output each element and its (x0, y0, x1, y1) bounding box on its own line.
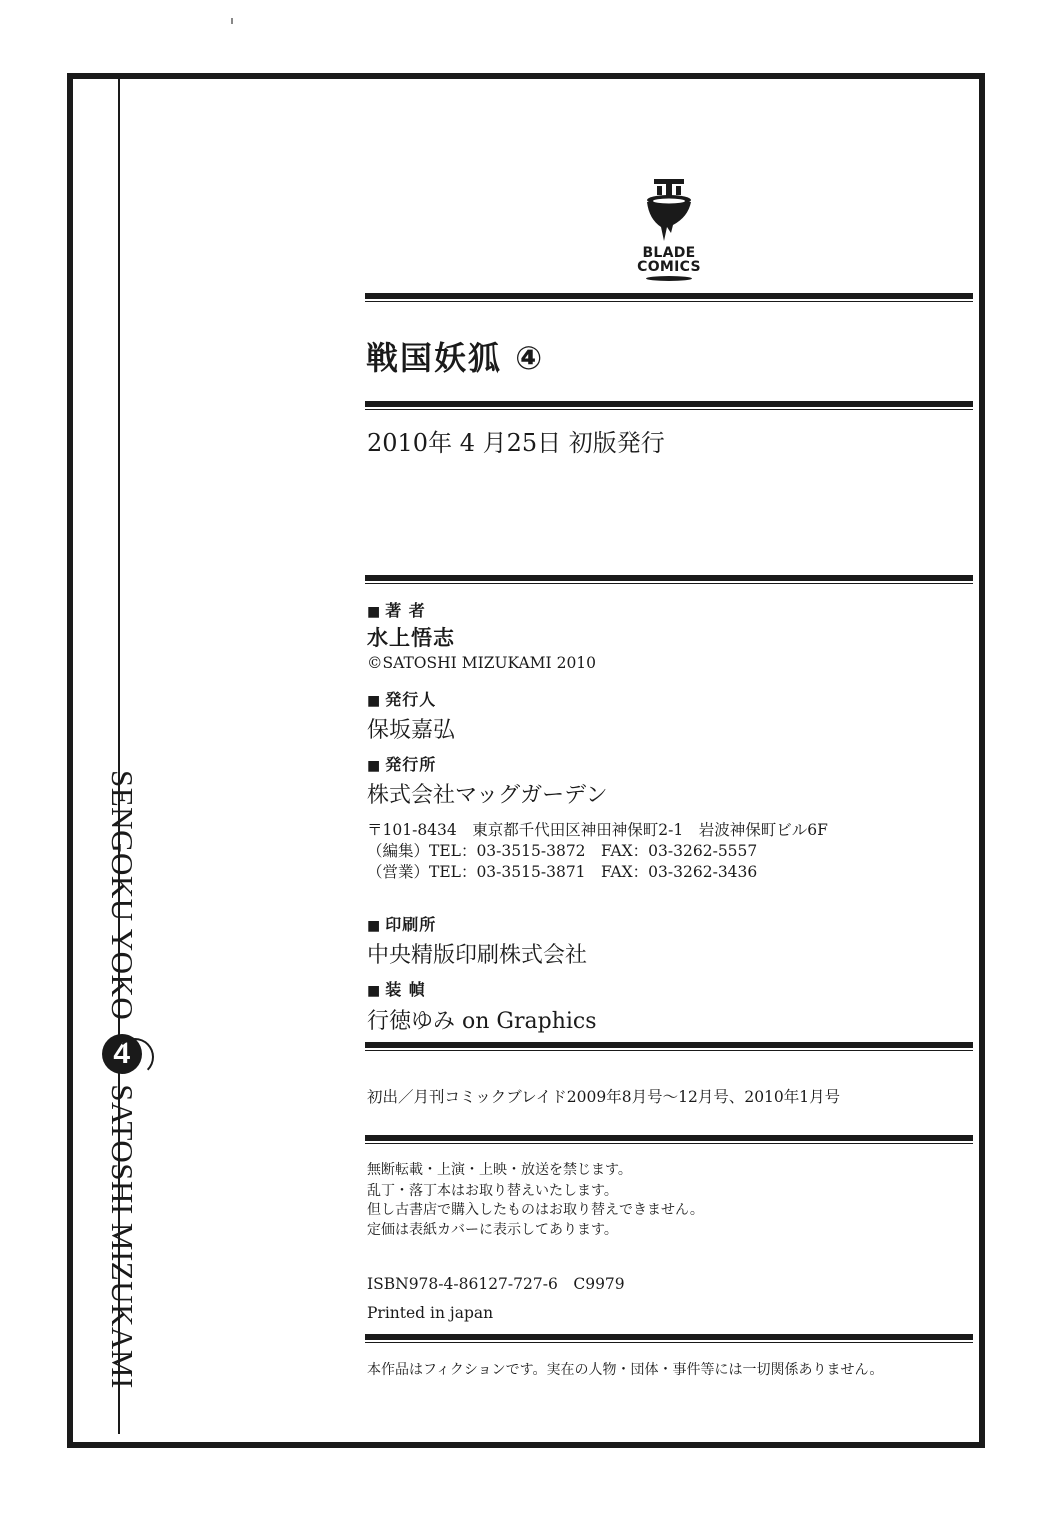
publish-date: 2010年 4 月25日 初版発行 (367, 429, 665, 457)
publisher-address: 〒101-8434 東京都千代田区神田神保町2-1 岩波神保町ビル6F (367, 821, 828, 839)
colophon-frame (67, 73, 985, 1448)
author-label: ■ 著 者 (367, 598, 426, 621)
author-name: 水上悟志 (367, 626, 455, 650)
publisher-name: 株式会社マッグガーデン (367, 783, 608, 808)
spine-text (102, 770, 142, 1389)
publisher-person-name: 保坂嘉弘 (367, 718, 456, 743)
printer-name: 中央精版印刷株式会社 (367, 943, 588, 968)
isbn: ISBN978-4-86127-727-6 C9979 (367, 1275, 625, 1293)
spine-title: SENGOKU YOKO (105, 770, 140, 1021)
notice-line: 但し古書店で購入したものはお取り替えできません。 (367, 1202, 704, 1218)
section-rule (365, 401, 973, 407)
section-rule (365, 1135, 973, 1141)
spine-volume: 4 (113, 1037, 131, 1071)
printer-label: ■ 印刷所 (367, 912, 436, 935)
blade-logo-icon (626, 175, 712, 245)
section-rule (365, 575, 973, 581)
section-rule (365, 1042, 973, 1048)
editorial-contact: （編集）TEL：03-3515-3872 FAX：03-3262-5557 (367, 842, 758, 860)
section-rule (365, 293, 973, 299)
fiction-notice: 本作品はフィクションです。実在の人物・団体・事件等には一切関係ありません。 (367, 1362, 884, 1378)
logo-underline (646, 276, 692, 281)
first-appearance: 初出／月刊コミックブレイド2009年8月号〜12月号、2010年1月号 (367, 1088, 841, 1106)
publisher-label: ■ 発行所 (367, 752, 436, 775)
book-title: 戦国妖狐 ④ (366, 339, 545, 377)
copyright-notice: ©SATOSHI MIZUKAMI 2010 (367, 654, 597, 672)
notice-line: 定価は表紙カバーに表示してあります。 (367, 1222, 618, 1238)
spine-volume-badge (102, 1034, 142, 1074)
blade-comics-logo (626, 175, 712, 285)
section-rule (365, 1334, 973, 1340)
notice-line: 乱丁・落丁本はお取り替えいたします。 (367, 1183, 618, 1199)
sales-contact: （営業）TEL：03-3515-3871 FAX：03-3262-3436 (367, 863, 758, 881)
design-label: ■ 装 幀 (367, 977, 426, 1000)
spine-author: SATOSHI MIZUKAMI (105, 1084, 140, 1389)
designer-name: 行徳ゆみ on Graphics (367, 1009, 597, 1034)
notice-line: 無断転載・上演・上映・放送を禁じます。 (367, 1162, 632, 1178)
scan-mark (231, 18, 233, 24)
logo-text-blade: BLADE (642, 245, 696, 261)
printed-in: Printed in japan (367, 1304, 494, 1322)
publisher-person-label: ■ 発行人 (367, 687, 436, 710)
logo-text-comics: COMICS (637, 259, 701, 275)
